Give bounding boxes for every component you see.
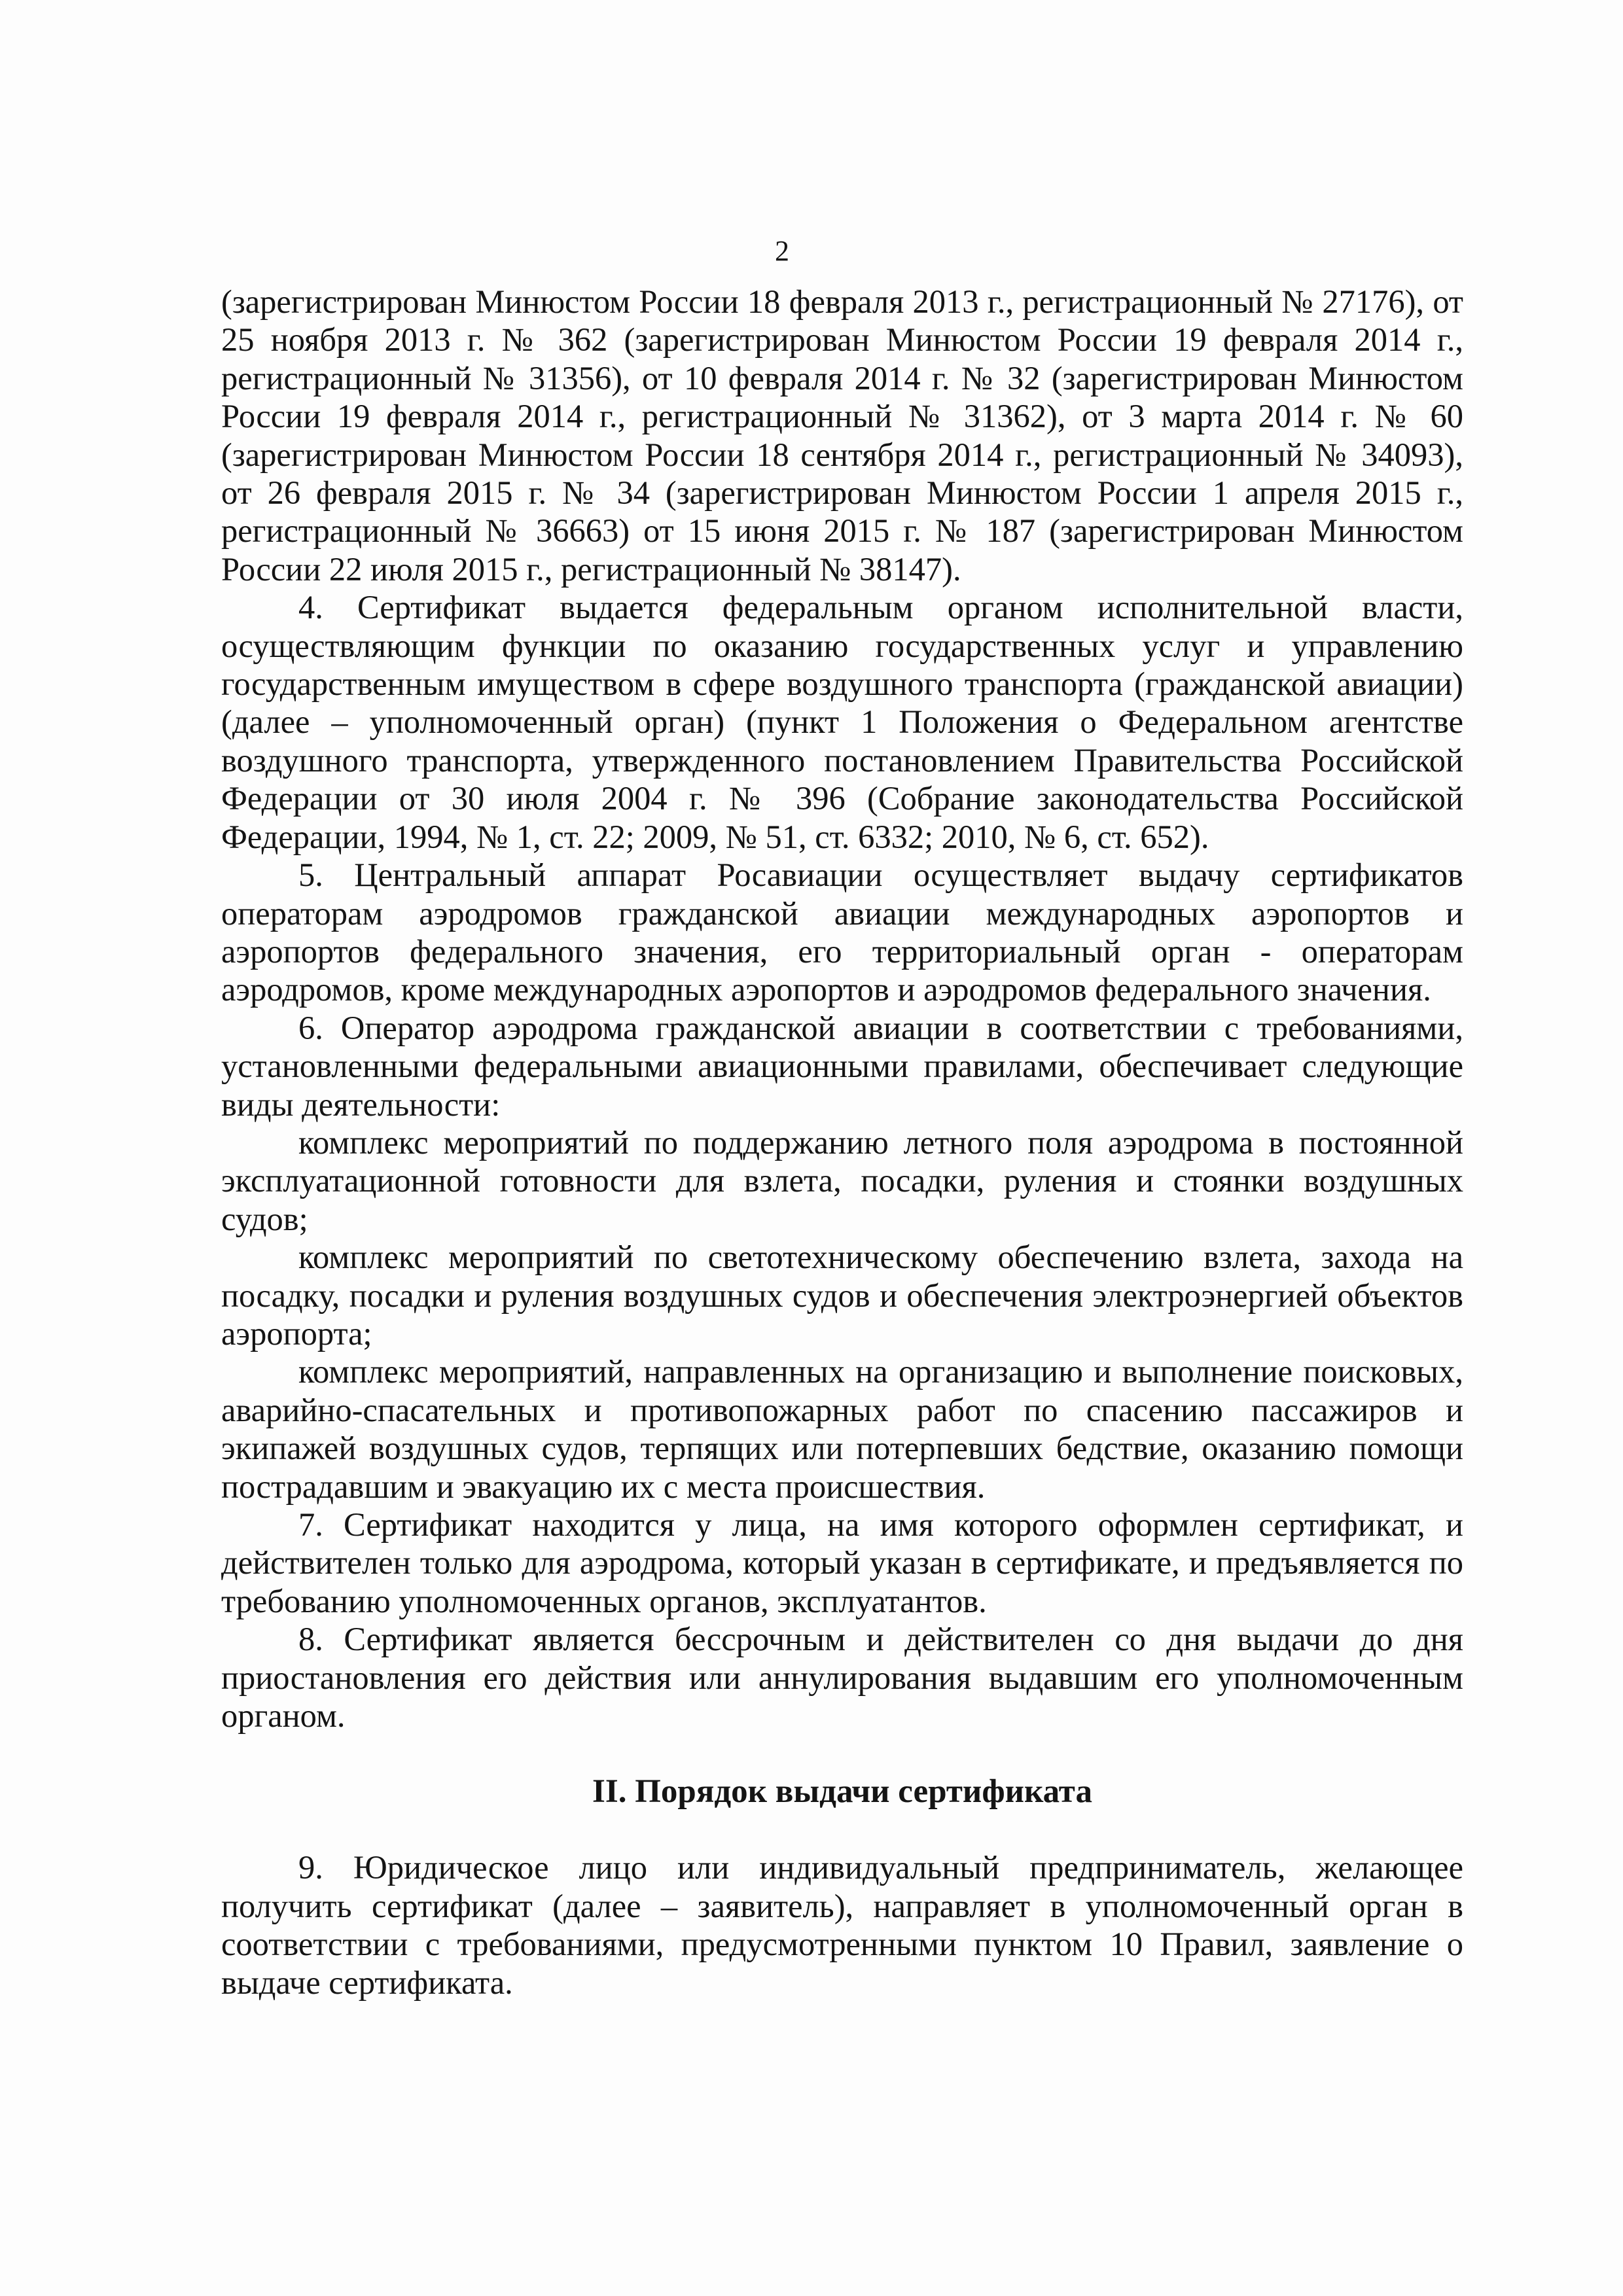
list-item-lighting-support: комплекс мероприятий по светотехническому обеспечению взлета, захода на посадку, посадки и руления воздушных судов и обеспечения электроэнергией объектов аэропорта; [221,1239,1463,1352]
paragraph-9: 9. Юридическое лицо или индивидуальный предприниматель, желающее получить сертификат (далее – заявитель), направляет в уполномоченный орган в соответствии с требованиями, предусмотренными пунктом 10 Правил, заявление о выдаче сертификата. [221,1849,1463,2001]
paragraph-6: 6. Оператор аэродрома гражданской авиации в соответствии с требованиями, установленными федеральными авиационными правилами, обеспечивает следующие виды деятельности: [221,1009,1463,1123]
page-number: 2 [775,235,789,267]
paragraph-8: 8. Сертификат является бессрочным и действителен со дня выдачи до дня приостановления его действия или аннулирования выдавшим его уполномоченным органом. [221,1621,1463,1735]
paragraph-registration-list: (зарегистрирован Минюстом России 18 февраля 2013 г., регистрационный № 27176), от 25 ноября 2013 г. № 362 (зарегистрирован Минюстом России 19 февраля 2014 г., регистрационный № 31356), от 10 февраля 2014 г. № 32 (зарегистрирован Минюстом России 19 февраля 2014 г., регистрационный № 31362), от 3 марта 2014 г. № 60 (зарегистрирован Минюстом России 18 сентября 2014 г., регистрационный № 34093), от 26 февраля 2015 г. № 34 (зарегистрирован Минюстом России 1 апреля 2015 г., регистрационный № 36663) от 15 июня 2015 г. № 187 (зарегистрирован Минюстом России 22 июля 2015 г., регистрационный № 38147). [221,283,1463,588]
paragraph-7: 7. Сертификат находится у лица, на имя которого оформлен сертификат, и действителен только для аэродрома, который указан в сертификате, и предъявляется по требованию уполномоченных органов, эксплуатантов. [221,1506,1463,1619]
paragraph-4: 4. Сертификат выдается федеральным органом исполнительной власти, осуществляющим функции по оказанию государственных услуг и управлению государственным имуществом в сфере воздушного транспорта (гражданской авиации) (далее – уполномоченный орган) (пункт 1 Положения о Федеральном агентстве воздушного транспорта, утвержденного постановлением Правительства Российской Федерации от 30 июля 2004 г. № 396 (Собрание законодательства Российской Федерации, 1994, № 1, ст. 22; 2009, № 51, ст. 6332; 2010, № 6, ст. 652). [221,589,1463,855]
document-body [221,283,1463,2002]
list-item-airfield-readiness: комплекс мероприятий по поддержанию летного поля аэродрома в постоянной эксплуатационной готовности для взлета, посадки, руления и стоянки воздушных судов; [221,1123,1463,1237]
section-heading: II. Порядок выдачи сертификата [592,1773,1092,1810]
list-item-search-rescue: комплекс мероприятий, направленных на организацию и выполнение поисковых, аварийно-спасательных и противопожарных работ по спасению пассажиров и экипажей воздушных судов, терпящих или потерпевших бедствие, оказанию помощи пострадавшим и эвакуацию их с места происшествия. [221,1353,1463,1505]
paragraph-5: 5. Центральный аппарат Росавиации осуществляет выдачу сертификатов операторам аэродромов гражданской авиации международных аэропортов и аэропортов федерального значения, его территориальный орган - операторам аэродромов, кроме международных аэропортов и аэродромов федерального значения. [221,857,1463,1008]
